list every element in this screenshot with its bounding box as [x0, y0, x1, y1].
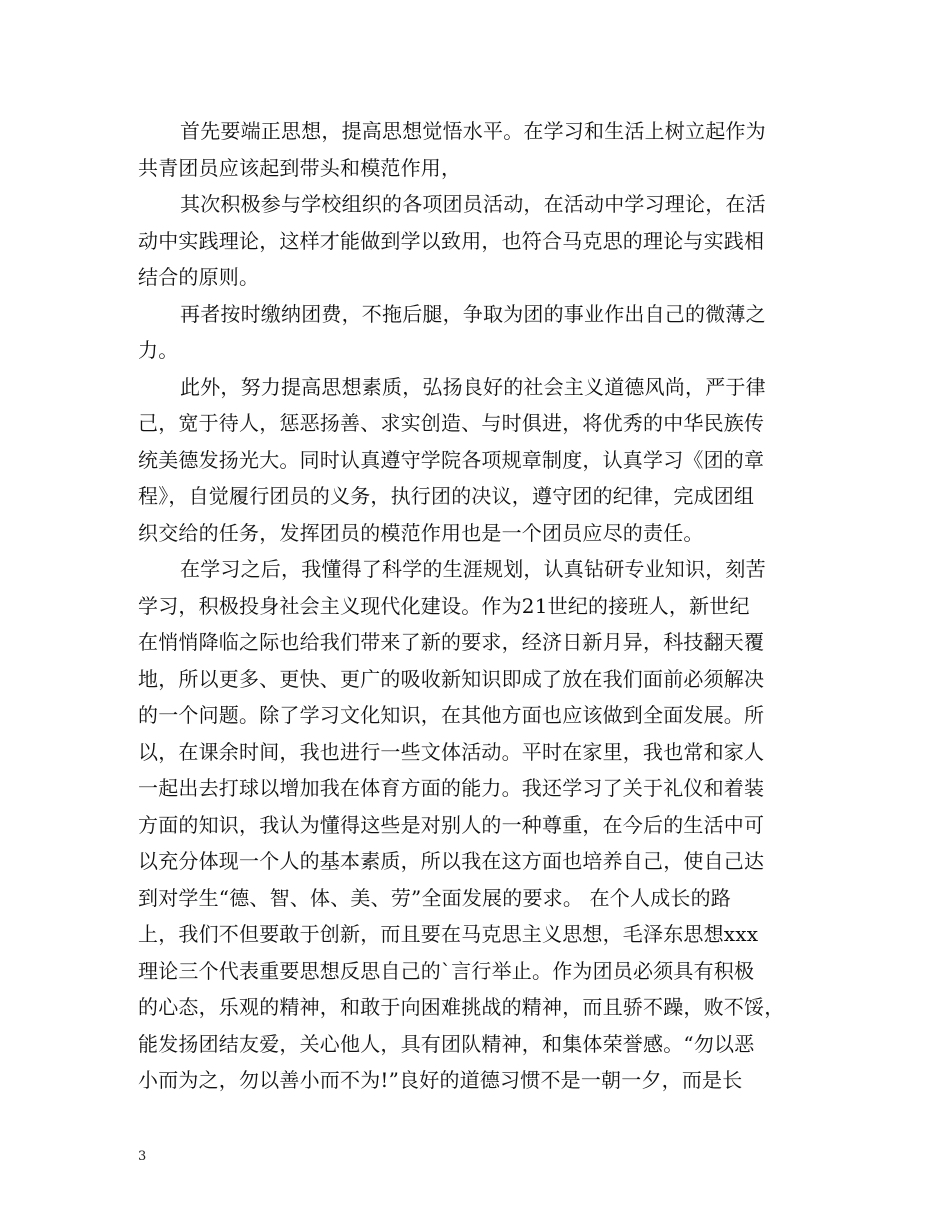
paragraph-line: 小而为之，勿以善小而不为!”良好的道德习惯不是一朝一夕，而是长	[138, 1068, 743, 1092]
paragraph-line: 结合的原则。	[138, 265, 260, 289]
paragraph-line: 以充分体现一个人的基本素质，所以我在这方面也培养自己，使自己达	[138, 849, 765, 873]
paragraph-line: 地，所以更多、更快、更广的吸收新知识即成了放在我们面前必须解决	[138, 666, 765, 691]
paragraph-line: 学习，积极投身社会主义现代化建设。作为21世纪的接班人，新世纪	[138, 593, 750, 618]
paragraph-line: 能发扬团结友爱，关心他人，具有团队精神，和集体荣誉感。“勿以恶	[138, 1031, 755, 1056]
paragraph-line: 此外，努力提高思想素质，弘扬良好的社会主义道德风尚，严于律	[180, 374, 766, 399]
paragraph-line: 织交给的任务，发挥团员的模范作用也是一个团员应尽的责任。	[138, 520, 704, 545]
paragraph-line: 到对学生“德、智、体、美、劳”全面发展的要求。 在个人成长的路	[138, 885, 732, 910]
paragraph-line: 统美德发扬光大。同时认真遵守学院各项规章制度，认真学习《团的章	[138, 447, 765, 472]
paragraph-line: 的心态，乐观的精神，和敢于向困难挑战的精神，而且骄不躁，败不馁，	[138, 995, 785, 1019]
paragraph-line: 共青团员应该起到带头和模范作用，	[138, 155, 462, 180]
paragraph-line: 程》，自觉履行团员的义务，执行团的决议，遵守团的纪律，完成团组	[138, 484, 755, 508]
paragraph-line: 力。	[138, 338, 179, 362]
paragraph-line: 上，我们不但要敢于创新，而且要在马克思主义思想，毛泽东思想xxx	[138, 922, 759, 946]
paragraph-line: 己，宽于待人，惩恶扬善、求实创造、与时俱进，将优秀的中华民族传	[138, 411, 765, 435]
paragraph-line: 理论三个代表重要思想反思自己的`言行举止。作为团员必须具有积极	[138, 958, 755, 983]
paragraph-line: 方面的知识，我认为懂得这些是对别人的一种尊重，在今后的生活中可	[138, 812, 765, 837]
paragraph-line: 以，在课余时间，我也进行一些文体活动。平时在家里，我也常和家人	[138, 739, 765, 764]
paragraph-line: 在学习之后，我懂得了科学的生涯规划，认真钻研专业知识，刻苦	[180, 557, 766, 581]
paragraph-line: 再者按时缴纳团费，不拖后腿，争取为团的事业作出自己的微薄之	[180, 301, 766, 326]
page-number: 3	[138, 1149, 147, 1164]
paragraph-line: 的一个问题。除了学习文化知识，在其他方面也应该做到全面发展。所	[138, 703, 765, 727]
paragraph-line: 在悄悄降临之际也给我们带来了新的要求，经济日新月异，科技翻天覆	[138, 630, 765, 654]
paragraph-line: 首先要端正思想，提高思想觉悟水平。在学习和生活上树立起作为	[180, 119, 766, 143]
paragraph-line: 动中实践理论，这样才能做到学以致用，也符合马克思的理论与实践相	[138, 228, 765, 253]
paragraph-line: 一起出去打球以增加我在体育方面的能力。我还学习了关于礼仪和着装	[138, 776, 765, 800]
paragraph-line: 其次积极参与学校组织的各项团员活动，在活动中学习理论，在活	[180, 192, 766, 216]
body-text	[138, 113, 818, 1099]
